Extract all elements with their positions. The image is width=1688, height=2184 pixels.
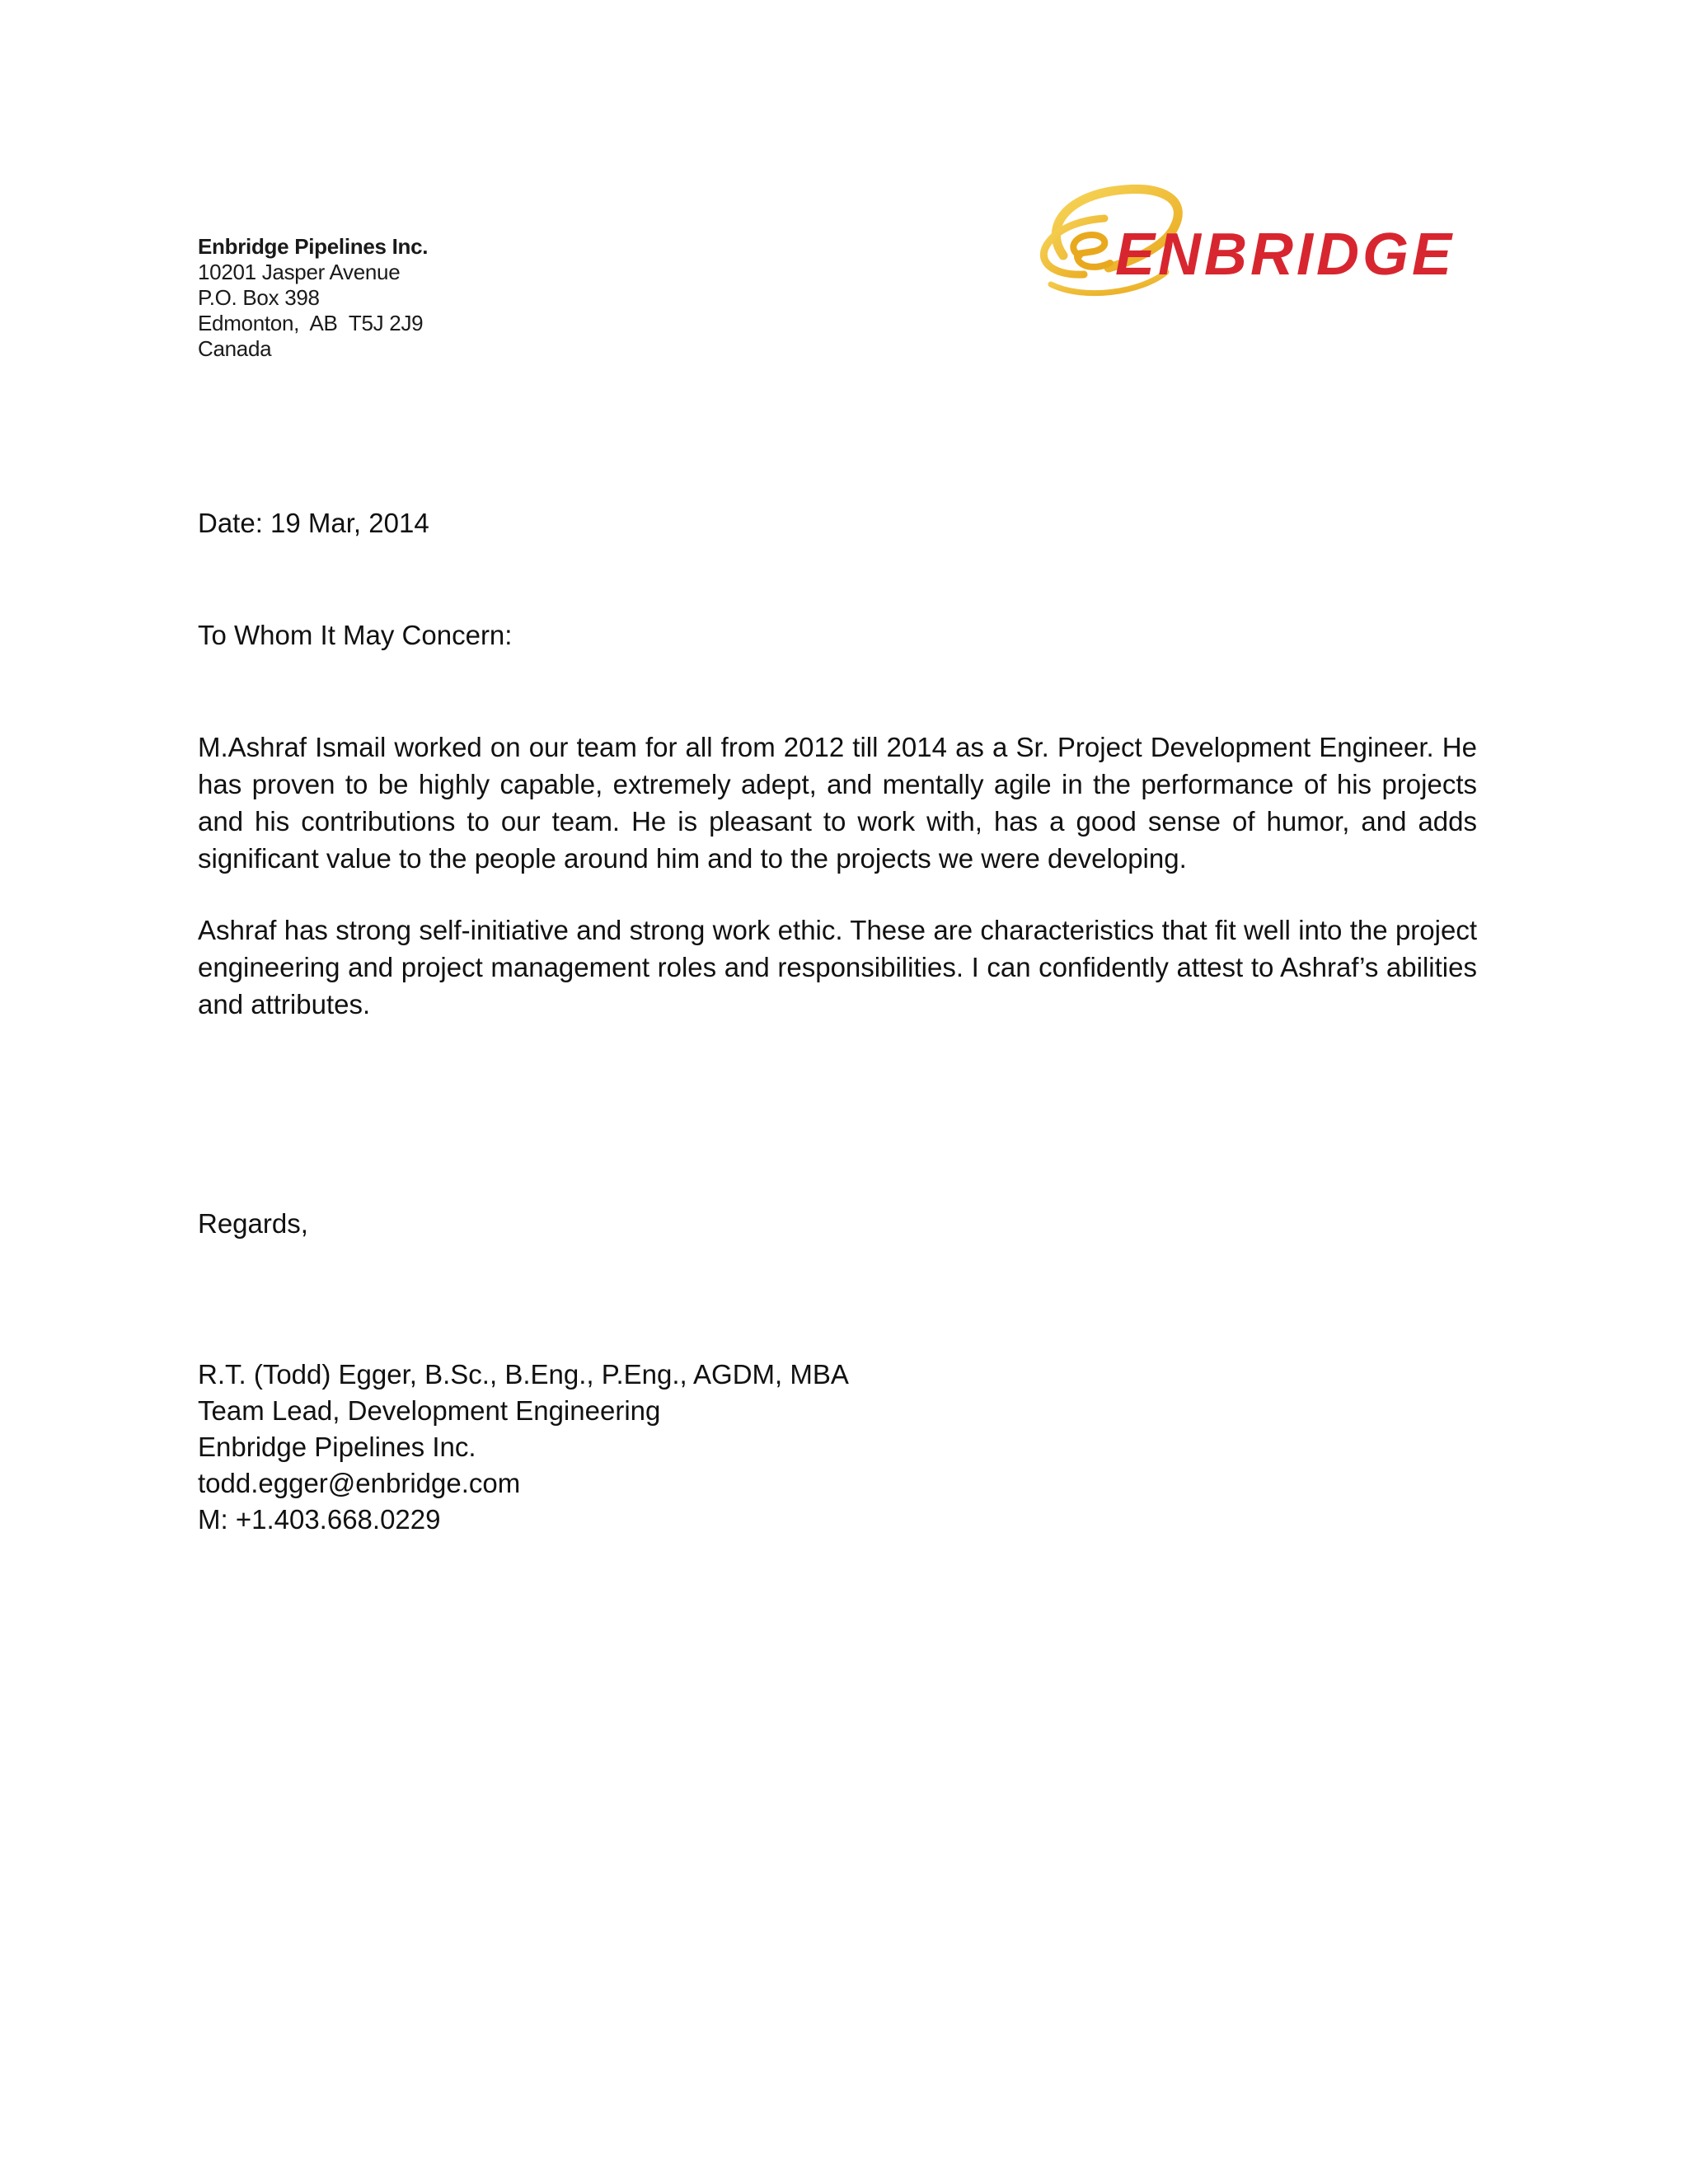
sender-address-line4: Canada [198, 336, 272, 361]
sender-address-line3: Edmonton, AB T5J 2J9 [198, 311, 424, 335]
enbridge-logo-graphic [1034, 177, 1463, 309]
sender-address-line2: P.O. Box 398 [198, 285, 320, 310]
sender-address-line1: 10201 Jasper Avenue [198, 260, 401, 284]
signature-title: Team Lead, Development Engineering [198, 1395, 661, 1426]
letter-date: Date: 19 Mar, 2014 [198, 508, 429, 538]
letter-paragraph-1: M.Ashraf Ismail worked on our team for all from 2012 till 2014 as a Sr. Project Development Engineer. He has proven to be highly capable, extremely adept, and mentally agile in the performance of his projects and his contributions to our team. He is pleasant to work with, has a good sense of humor, and adds significant value to the people around him and to the projects we were developing. [198, 732, 1477, 874]
signature-company: Enbridge Pipelines Inc. [198, 1432, 476, 1462]
signature-phone: M: +1.403.668.0229 [198, 1504, 441, 1535]
logo-script-e [1073, 235, 1110, 267]
signature-email[interactable]: todd.egger@enbridge.com [198, 1468, 521, 1498]
sender-address-block [198, 234, 428, 362]
sender-company: Enbridge Pipelines Inc. [198, 234, 429, 259]
enbridge-logo [1034, 177, 1463, 309]
letter-salutation: To Whom It May Concern: [198, 620, 513, 650]
letter-paragraph-2: Ashraf has strong self-initiative and strong work ethic. These are characteristics that fit well into the project engineering and project management roles and responsibilities. I can confidently attest to Ashraf’s abilities and attributes. [198, 915, 1477, 1019]
signature-name: R.T. (Todd) Egger, B.Sc., B.Eng., P.Eng., AGDM, MBA [198, 1359, 849, 1390]
signature-block [198, 1357, 849, 1538]
logo-wordmark: ENBRIDGE [1115, 222, 1456, 288]
letter-closing: Regards, [198, 1208, 308, 1239]
